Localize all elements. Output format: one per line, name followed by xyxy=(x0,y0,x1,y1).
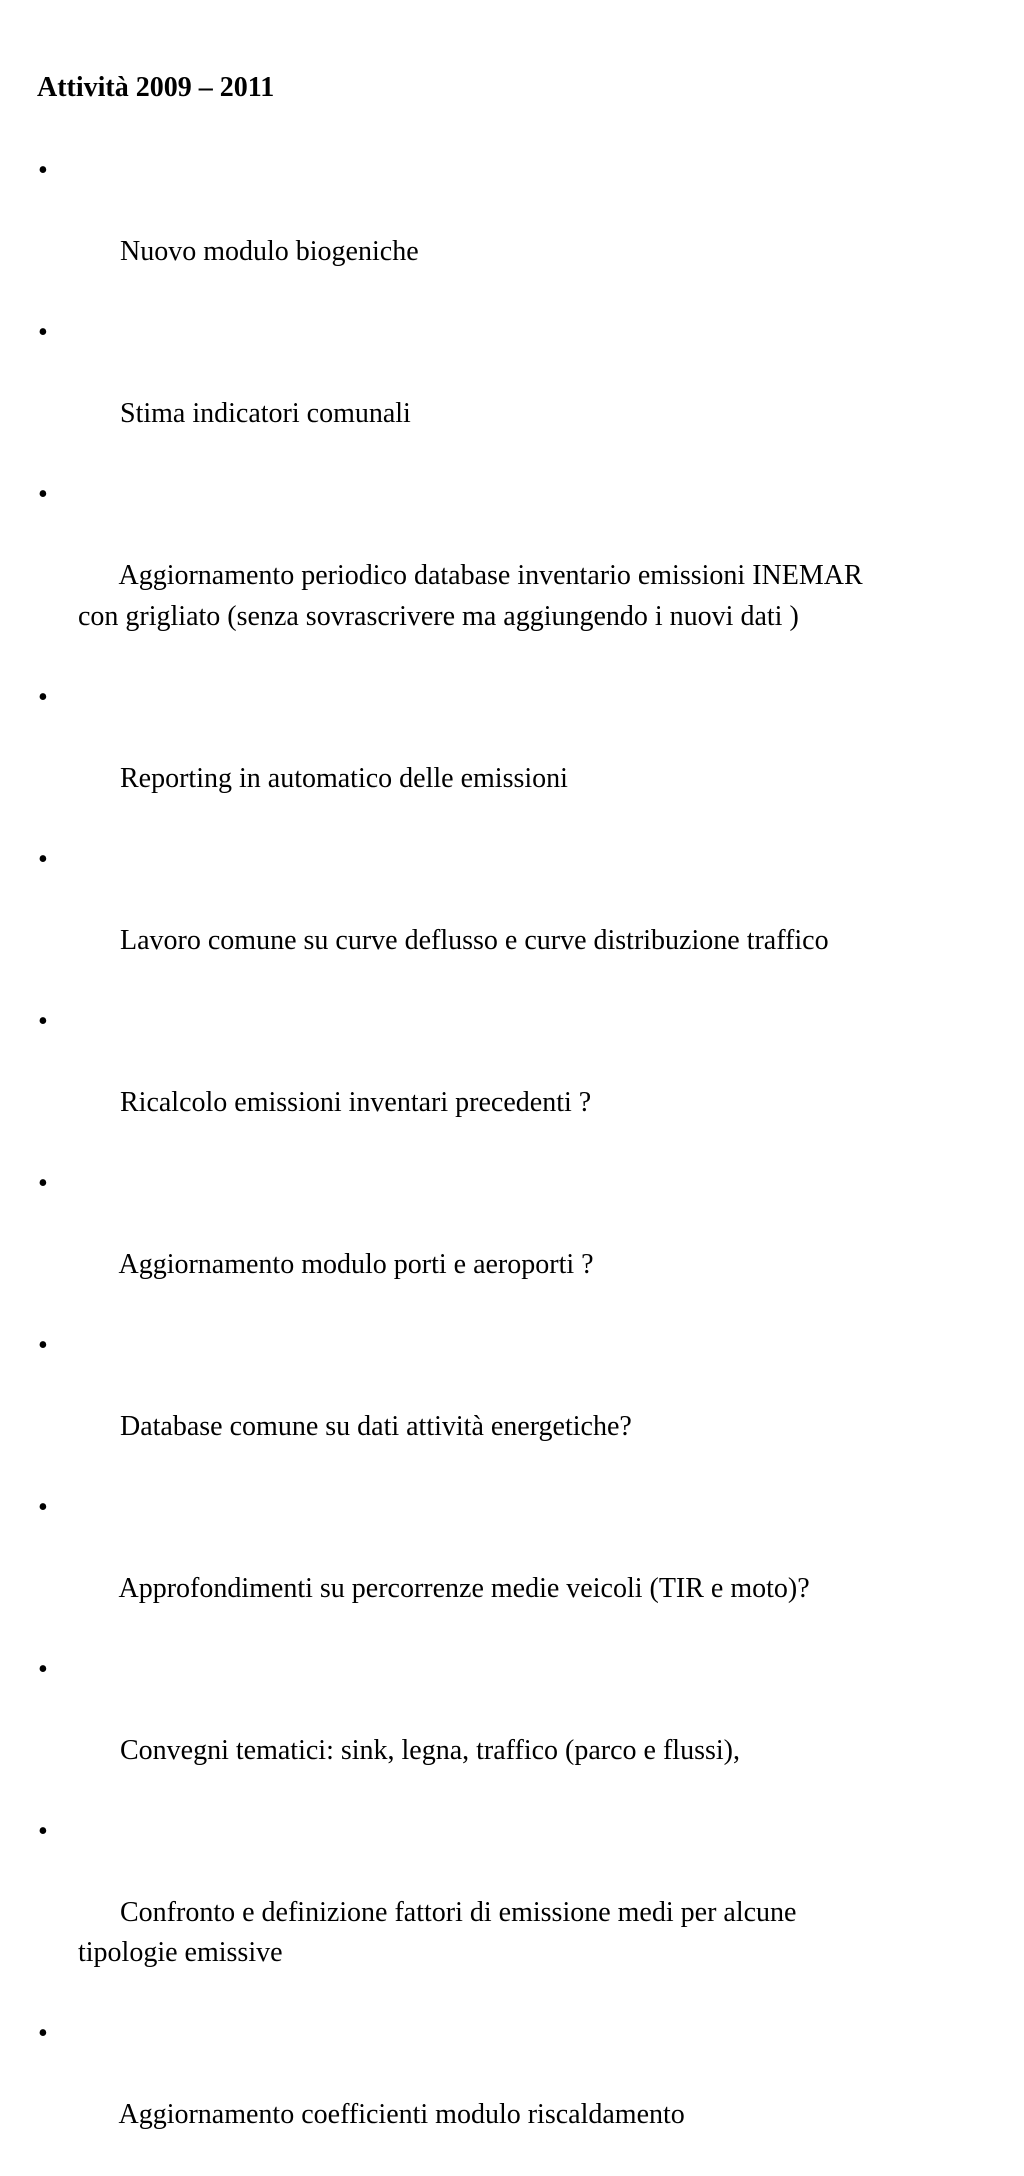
bullet-icon: • xyxy=(38,1329,48,1361)
bullet-icon: • xyxy=(38,681,48,713)
list-item xyxy=(0,1326,1024,1488)
bullet-icon: • xyxy=(38,317,48,348)
list-item-text: Approfondimenti su percorrenze medie veicoli (TIR e moto)? xyxy=(118,1572,810,1604)
list-item xyxy=(0,1650,1024,1812)
list-item xyxy=(0,2014,1024,2176)
list-item-text: Aggiornamento periodico database inventario emissioni INEMAR con grigliato (senza sovrascrivere ma aggiungendo i nuovi dati ) xyxy=(78,560,863,632)
bullet-icon: • xyxy=(38,1815,48,1847)
list-item-text: Confronto e definizione fattori di emissione medi per alcune tipologie emissive xyxy=(78,1896,797,1968)
list-item-text: Lavoro comune su curve deflusso e curve distribuzione traffico xyxy=(120,924,829,956)
list-item xyxy=(0,475,1024,678)
list-item-text: Reporting in automatico delle emissioni xyxy=(120,762,568,794)
bullet-icon: • xyxy=(38,2018,48,2049)
list-item-text: Database comune su dati attività energetiche? xyxy=(120,1410,632,1442)
list-item xyxy=(0,1164,1024,1326)
list-item xyxy=(0,1488,1024,1650)
bullet-icon: • xyxy=(38,479,48,510)
list-item-text: Stima indicatori comunali xyxy=(120,398,411,429)
list-item-text: Convegni tematici: sink, legna, traffico (parco e flussi), xyxy=(120,1734,740,1766)
slide-title: Attività 2009 – 2011 xyxy=(37,72,275,103)
list-item xyxy=(0,678,1024,840)
bullet-icon: • xyxy=(38,1653,48,1685)
list-item-text: Aggiornamento coefficienti modulo riscaldamento xyxy=(118,2099,685,2130)
bullet-icon: • xyxy=(38,843,48,875)
bullet-icon: • xyxy=(38,1167,48,1199)
list-item-text: Aggiornamento modulo porti e aeroporti ? xyxy=(118,1248,594,1280)
list-item xyxy=(0,1812,1024,2015)
list-item xyxy=(0,151,1024,313)
list-item-text: Ricalcolo emissioni inventari precedenti ? xyxy=(120,1086,592,1118)
list-item xyxy=(0,1002,1024,1164)
bullet-icon: • xyxy=(38,1005,48,1037)
bullet-list xyxy=(0,151,1024,2176)
list-item xyxy=(0,840,1024,1002)
bullet-icon: • xyxy=(38,1491,48,1523)
bullet-icon: • xyxy=(38,155,48,186)
list-item-text: Nuovo modulo biogeniche xyxy=(120,236,419,267)
list-item xyxy=(0,313,1024,475)
